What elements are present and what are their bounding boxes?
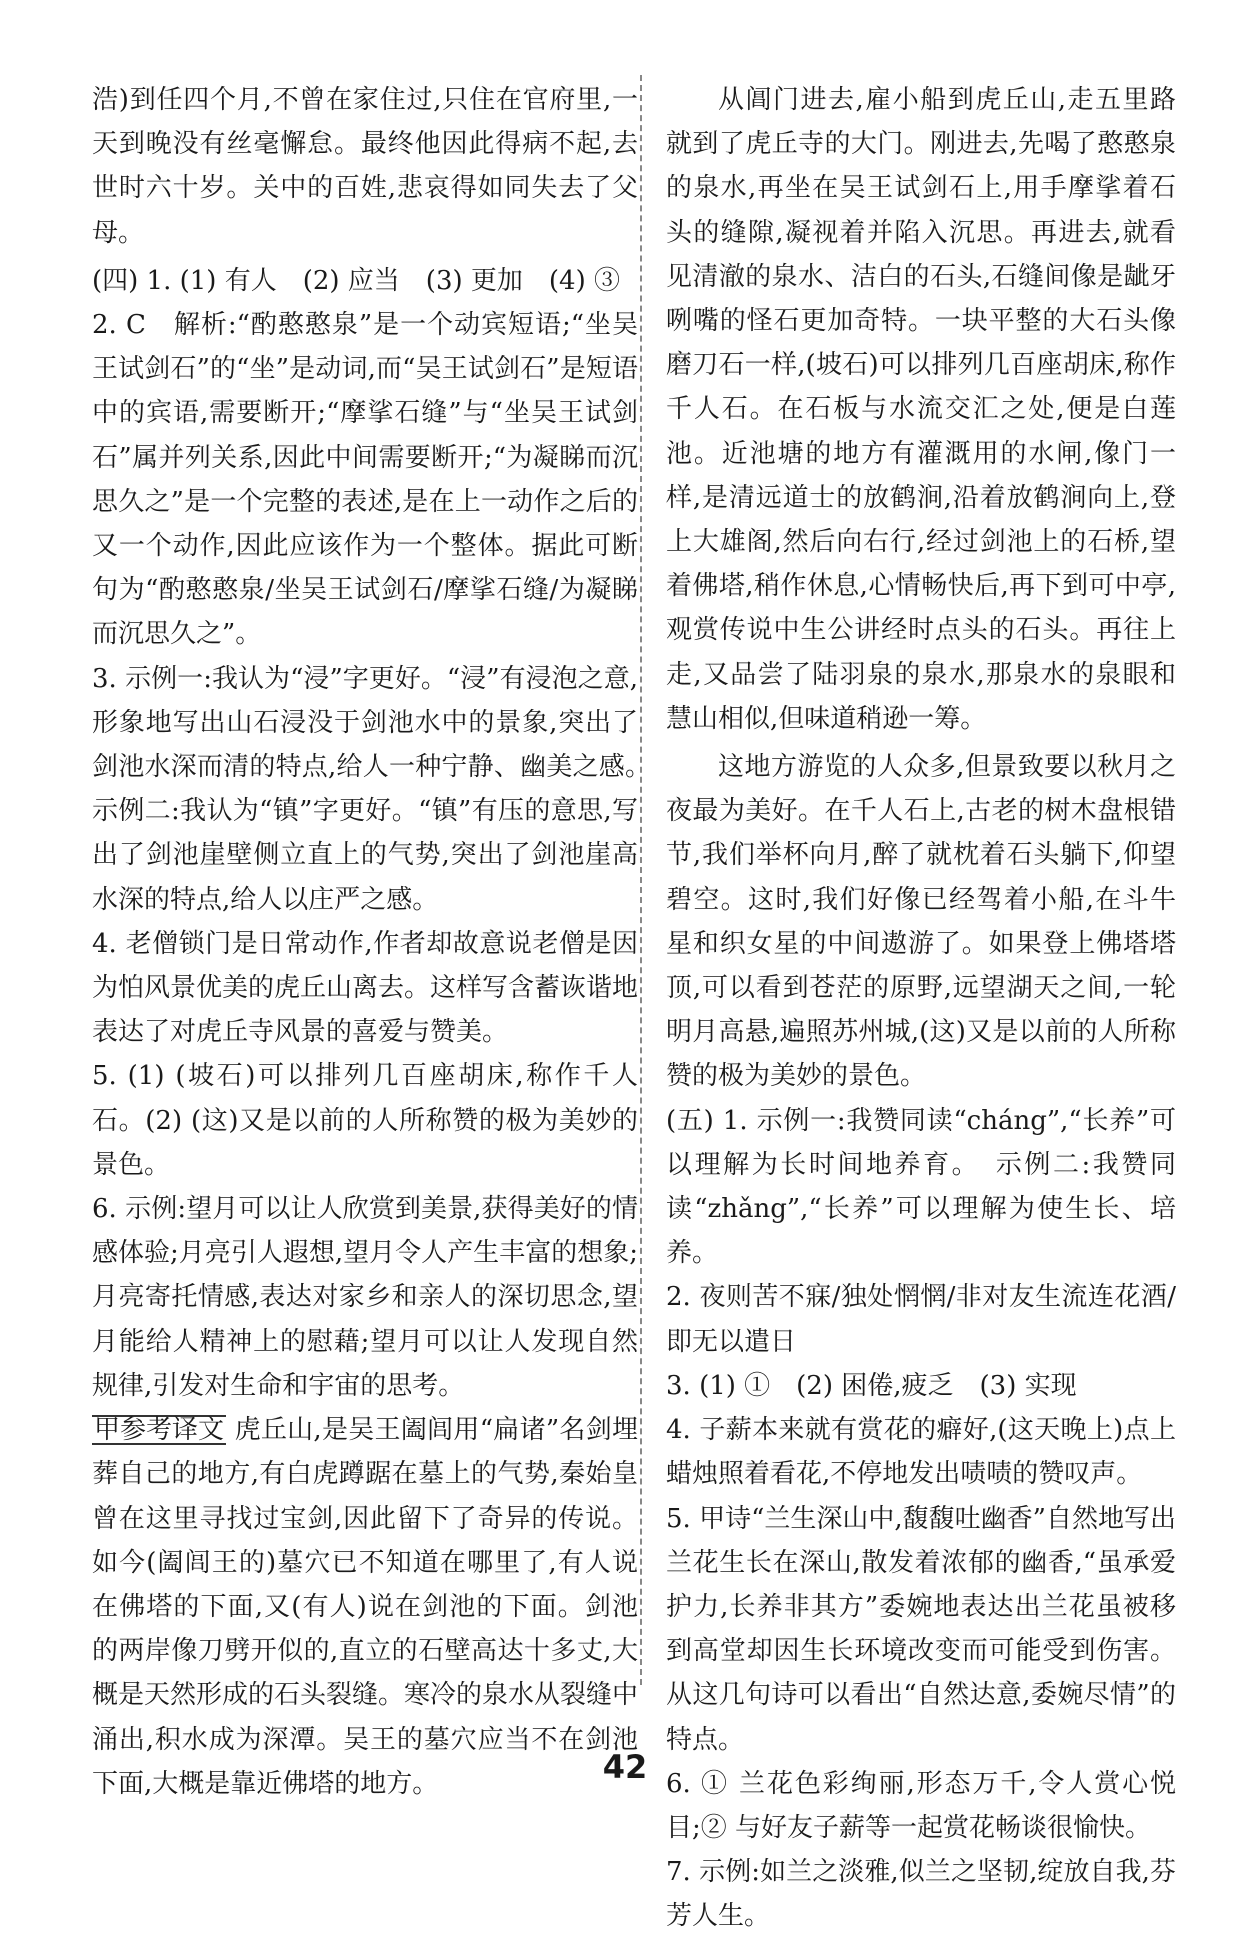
- right-column: [666, 78, 1176, 1939]
- answer-q7b: 7. 示例:如兰之淡雅,似兰之坚韧,绽放自我,芬芳人生。: [666, 1857, 1176, 1932]
- answer-q5: 5. (1) (坡石)可以排列几百座胡床,称作千人石。(2) (这)又是以前的人所称赞的极为美妙的景色。: [92, 1061, 638, 1180]
- translation-continuation: 浩)到任四个月,不曾在家住过,只住在官府里,一天到晚没有丝毫懈怠。最终他因此得病不起,去世时六十岁。关中的百姓,悲哀得如同失去了父母。: [92, 85, 638, 248]
- answer-section-4-q1: (四) 1. (1) 有人 (2) 应当 (3) 更加 (4) ③: [92, 265, 620, 296]
- answer-q6: 6. 示例:望月可以让人欣赏到美景,获得美好的情感体验;月亮引人遐想,望月令人产生丰富的想象;月亮寄托情感,表达对家乡和亲人的深切思念,望月能给人精神上的慰藉;望月可以让人发现自然规律,引发对生命和宇宙的思考。: [92, 1194, 638, 1401]
- answer-q4b: 4. 子薪本来就有赏花的癖好,(这天晚上)点上蜡烛照着看花,不停地发出啧啧的赞叹声。: [666, 1415, 1176, 1490]
- answer-q2: 2. C 解析:“酌憨憨泉”是一个动宾短语;“坐吴王试剑石”的“坐”是动词,而“吴王试剑石”是短语中的宾语,需要断开;“摩挲石缝”与“坐吴王试剑石”属并列关系,因此中间需要断开;“为凝睇而沉思久之”是一个完整的表述,是在上一动作之后的又一个动作,因此应该作为一个整体。据此可断句为“酌憨憨泉/坐吴王试剑石/摩挲石缝/为凝睇而沉思久之”。: [92, 310, 638, 650]
- reference-translation-text: 虎丘山,是吴王阖闾用“扁诸”名剑埋葬自己的地方,有白虎蹲踞在墓上的气势,秦始皇曾在这里寻找过宝剑,因此留下了奇异的传说。如今(阖闾王的)墓穴已不知道在哪里了,有人说在佛塔的下面,又(有人)说在剑池的下面。剑池的两岸像刀劈开似的,直立的石壁高达十多丈,大概是天然形成的石头裂缝。寒冷的泉水从裂缝中涌出,积水成为深潭。吴王的墓穴应当不在剑池下面,大概是靠近佛塔的地方。: [92, 1415, 639, 1799]
- translation-paragraph-1: 从阊门进去,雇小船到虎丘山,走五里路就到了虎丘寺的大门。刚进去,先喝了憨憨泉的泉水,再坐在吴王试剑石上,用手摩挲着石头的缝隙,凝视着并陷入沉思。再进去,就看见清澈的泉水、洁白的石头,石缝间像是龇牙咧嘴的怪石更加奇特。一块平整的大石头像磨刀石一样,(坡石)可以排列几百座胡床,称作千人石。在石板与水流交汇之处,便是白莲池。近池塘的地方有灌溉用的水闸,像门一样,是清远道士的放鹤涧,沿着放鹤涧向上,登上大雄阁,然后向右行,经过剑池上的石桥,望着佛塔,稍作休息,心情畅快后,再下到可中亭,观赏传说中生公讲经时点头的石头。再往上走,又品尝了陆羽泉的泉水,那泉水的泉眼和慧山相似,但味道稍逊一筹。: [666, 85, 1176, 734]
- left-column: [92, 78, 665, 1806]
- answer-q3b: 3. (1) ① (2) 困倦,疲乏 (3) 实现: [666, 1370, 1077, 1401]
- reference-translation-tag: 甲参考译文: [94, 1415, 225, 1446]
- answer-q6b: 6. ① 兰花色彩绚丽,形态万千,令人赏心悦目;② 与好友子薪等一起赏花畅谈很愉快。: [666, 1768, 1176, 1843]
- answer-q3: 3. 示例一:我认为“浸”字更好。“浸”有浸泡之意,形象地写出山石浸没于剑池水中的景象,突出了剑池水深而清的特点,给人一种宁静、幽美之感。 示例二:我认为“镇”字更好。“镇”有压的意思,写出了剑池崖壁侧立直上的气势,突出了剑池崖高水深的特点,给人以庄严之感。: [92, 663, 665, 915]
- answer-q2b: 2. 夜则苦不寐/独处惘惘/非对友生流连花酒/即无以遣日: [666, 1282, 1176, 1357]
- answer-q5b: 5. 甲诗“兰生深山中,馥馥吐幽香”自然地写出兰花生长在深山,散发着浓郁的幽香,“虽承爱护力,长养非其方”委婉地表达出兰花虽被移到高堂却因生长环境改变而可能受到伤害。从这几句诗可以看出“自然达意,委婉尽情”的特点。: [666, 1503, 1176, 1755]
- answer-section-5-q1: (五) 1. 示例一:我赞同读“cháng”,“长养”可以理解为长时间地养育。 示例二:我赞同读“zhǎng”,“长养”可以理解为使生长、培养。: [666, 1105, 1176, 1269]
- answer-q4: 4. 老僧锁门是日常动作,作者却故意说老僧是因为怕风景优美的虎丘山离去。这样写含蓄诙谐地表达了对虎丘寺风景的喜爱与赞美。: [92, 928, 639, 1048]
- column-divider: [640, 75, 642, 1685]
- reference-translation: [92, 1408, 638, 1806]
- translation-paragraph-2: 这地方游览的人众多,但景致要以秋月之夜最为美好。在千人石上,古老的树木盘根错节,我们举杯向月,醉了就枕着石头躺下,仰望碧空。这时,我们好像已经驾着小船,在斗牛星和织女星的中间遨游了。如果登上佛塔塔顶,可以看到苍茫的原野,远望湖天之间,一轮明月高悬,遍照苏州城,(这)又是以前的人所称赞的极为美妙的景色。: [666, 752, 1176, 1092]
- page-number: 42: [602, 1748, 648, 1786]
